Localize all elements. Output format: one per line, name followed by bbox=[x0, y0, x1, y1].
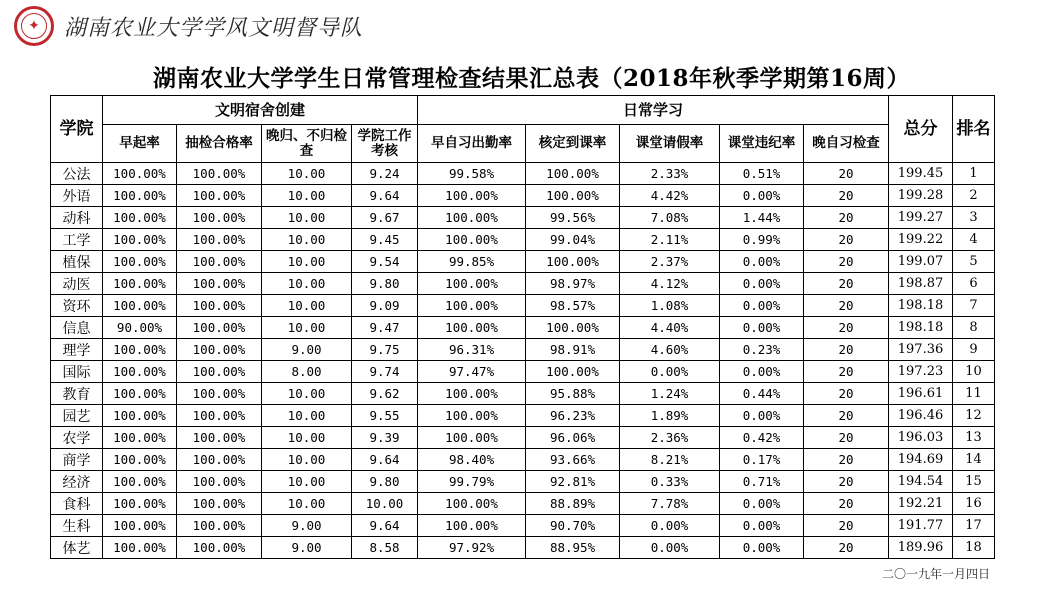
morning-attendance-cell: 100.00% bbox=[418, 273, 526, 295]
total-score-cell: 196.03 bbox=[889, 427, 953, 449]
class-leave-cell: 4.60% bbox=[620, 339, 720, 361]
rank-cell: 13 bbox=[953, 427, 995, 449]
class-leave-cell: 0.00% bbox=[620, 361, 720, 383]
class-leave-cell: 1.89% bbox=[620, 405, 720, 427]
class-discipline-cell: 0.00% bbox=[720, 361, 804, 383]
college-name: 信息 bbox=[51, 317, 103, 339]
college-name: 体艺 bbox=[51, 537, 103, 559]
early-rise-cell: 100.00% bbox=[103, 295, 177, 317]
late-return-cell: 10.00 bbox=[262, 251, 352, 273]
class-discipline-cell: 0.99% bbox=[720, 229, 804, 251]
early-rise-cell: 100.00% bbox=[103, 515, 177, 537]
college-assess-cell: 9.75 bbox=[352, 339, 418, 361]
college-assess-cell: 9.80 bbox=[352, 273, 418, 295]
evening-check-cell: 20 bbox=[804, 273, 889, 295]
class-attendance-cell: 88.95% bbox=[526, 537, 620, 559]
class-leave-cell: 1.24% bbox=[620, 383, 720, 405]
college-name: 资环 bbox=[51, 295, 103, 317]
college-assess-cell: 9.39 bbox=[352, 427, 418, 449]
class-leave-cell: 2.33% bbox=[620, 163, 720, 185]
rank-cell: 4 bbox=[953, 229, 995, 251]
table-row bbox=[51, 427, 995, 449]
class-discipline-cell: 0.44% bbox=[720, 383, 804, 405]
college-name: 园艺 bbox=[51, 405, 103, 427]
spot-check-cell: 100.00% bbox=[177, 449, 262, 471]
early-rise-cell: 100.00% bbox=[103, 339, 177, 361]
rank-cell: 8 bbox=[953, 317, 995, 339]
evening-check-cell: 20 bbox=[804, 185, 889, 207]
morning-attendance-cell: 100.00% bbox=[418, 383, 526, 405]
evening-check-cell: 20 bbox=[804, 405, 889, 427]
late-return-cell: 10.00 bbox=[262, 317, 352, 339]
early-rise-cell: 100.00% bbox=[103, 251, 177, 273]
morning-attendance-cell: 97.92% bbox=[418, 537, 526, 559]
table-row bbox=[51, 251, 995, 273]
evening-check-cell: 20 bbox=[804, 515, 889, 537]
class-leave-cell: 1.08% bbox=[620, 295, 720, 317]
early-rise-cell: 100.00% bbox=[103, 449, 177, 471]
rank-cell: 7 bbox=[953, 295, 995, 317]
rank-cell: 18 bbox=[953, 537, 995, 559]
rank-cell: 12 bbox=[953, 405, 995, 427]
morning-attendance-cell: 100.00% bbox=[418, 317, 526, 339]
late-return-cell: 10.00 bbox=[262, 185, 352, 207]
total-score-cell: 194.54 bbox=[889, 471, 953, 493]
header-evening-check: 晚自习检查 bbox=[804, 125, 889, 163]
evening-check-cell: 20 bbox=[804, 383, 889, 405]
rank-cell: 6 bbox=[953, 273, 995, 295]
class-attendance-cell: 88.89% bbox=[526, 493, 620, 515]
spot-check-cell: 100.00% bbox=[177, 515, 262, 537]
table-row bbox=[51, 163, 995, 185]
total-score-cell: 196.46 bbox=[889, 405, 953, 427]
college-assess-cell: 9.55 bbox=[352, 405, 418, 427]
evening-check-cell: 20 bbox=[804, 427, 889, 449]
header-brand bbox=[14, 6, 363, 46]
class-discipline-cell: 0.00% bbox=[720, 295, 804, 317]
class-attendance-cell: 96.06% bbox=[526, 427, 620, 449]
total-score-cell: 199.07 bbox=[889, 251, 953, 273]
table-row bbox=[51, 383, 995, 405]
table-row bbox=[51, 537, 995, 559]
table-row bbox=[51, 493, 995, 515]
early-rise-cell: 90.00% bbox=[103, 317, 177, 339]
college-assess-cell: 9.45 bbox=[352, 229, 418, 251]
early-rise-cell: 100.00% bbox=[103, 361, 177, 383]
class-leave-cell: 0.00% bbox=[620, 515, 720, 537]
total-score-cell: 199.27 bbox=[889, 207, 953, 229]
table-row bbox=[51, 471, 995, 493]
college-assess-cell: 9.47 bbox=[352, 317, 418, 339]
header-late-return: 晚归、不归检查 bbox=[262, 125, 352, 163]
spot-check-cell: 100.00% bbox=[177, 471, 262, 493]
rank-cell: 5 bbox=[953, 251, 995, 273]
morning-attendance-cell: 100.00% bbox=[418, 185, 526, 207]
class-leave-cell: 4.42% bbox=[620, 185, 720, 207]
spot-check-cell: 100.00% bbox=[177, 273, 262, 295]
college-assess-cell: 9.74 bbox=[352, 361, 418, 383]
early-rise-cell: 100.00% bbox=[103, 427, 177, 449]
early-rise-cell: 100.00% bbox=[103, 405, 177, 427]
morning-attendance-cell: 96.31% bbox=[418, 339, 526, 361]
header-class-leave: 课堂请假率 bbox=[620, 125, 720, 163]
spot-check-cell: 100.00% bbox=[177, 207, 262, 229]
college-name: 理学 bbox=[51, 339, 103, 361]
morning-attendance-cell: 100.00% bbox=[418, 493, 526, 515]
table-row bbox=[51, 449, 995, 471]
total-score-cell: 197.36 bbox=[889, 339, 953, 361]
page-title: 湖南农业大学学生日常管理检查结果汇总表（2018年秋季学期第16周） bbox=[152, 65, 911, 92]
class-discipline-cell: 0.00% bbox=[720, 493, 804, 515]
late-return-cell: 10.00 bbox=[262, 471, 352, 493]
college-name: 国际 bbox=[51, 361, 103, 383]
evening-check-cell: 20 bbox=[804, 317, 889, 339]
rank-cell: 10 bbox=[953, 361, 995, 383]
header-morning-attendance: 早自习出勤率 bbox=[418, 125, 526, 163]
late-return-cell: 10.00 bbox=[262, 449, 352, 471]
class-leave-cell: 7.08% bbox=[620, 207, 720, 229]
morning-attendance-cell: 99.85% bbox=[418, 251, 526, 273]
college-name: 动医 bbox=[51, 273, 103, 295]
evening-check-cell: 20 bbox=[804, 493, 889, 515]
class-attendance-cell: 93.66% bbox=[526, 449, 620, 471]
rank-cell: 11 bbox=[953, 383, 995, 405]
table-row bbox=[51, 229, 995, 251]
late-return-cell: 10.00 bbox=[262, 273, 352, 295]
late-return-cell: 8.00 bbox=[262, 361, 352, 383]
total-score-cell: 189.96 bbox=[889, 537, 953, 559]
class-attendance-cell: 92.81% bbox=[526, 471, 620, 493]
class-leave-cell: 4.40% bbox=[620, 317, 720, 339]
class-leave-cell: 0.33% bbox=[620, 471, 720, 493]
late-return-cell: 10.00 bbox=[262, 229, 352, 251]
rank-cell: 17 bbox=[953, 515, 995, 537]
late-return-cell: 10.00 bbox=[262, 207, 352, 229]
summary-table bbox=[50, 95, 995, 559]
late-return-cell: 10.00 bbox=[262, 295, 352, 317]
spot-check-cell: 100.00% bbox=[177, 251, 262, 273]
table-row bbox=[51, 339, 995, 361]
header-college-assess: 学院工作考核 bbox=[352, 125, 418, 163]
spot-check-cell: 100.00% bbox=[177, 317, 262, 339]
morning-attendance-cell: 99.79% bbox=[418, 471, 526, 493]
evening-check-cell: 20 bbox=[804, 251, 889, 273]
class-discipline-cell: 0.00% bbox=[720, 185, 804, 207]
class-discipline-cell: 0.71% bbox=[720, 471, 804, 493]
early-rise-cell: 100.00% bbox=[103, 537, 177, 559]
college-assess-cell: 9.64 bbox=[352, 185, 418, 207]
early-rise-cell: 100.00% bbox=[103, 185, 177, 207]
class-leave-cell: 2.11% bbox=[620, 229, 720, 251]
college-assess-cell: 9.09 bbox=[352, 295, 418, 317]
class-attendance-cell: 98.57% bbox=[526, 295, 620, 317]
university-logo-icon bbox=[14, 6, 54, 46]
class-discipline-cell: 0.17% bbox=[720, 449, 804, 471]
class-leave-cell: 2.36% bbox=[620, 427, 720, 449]
college-assess-cell: 8.58 bbox=[352, 537, 418, 559]
evening-check-cell: 20 bbox=[804, 471, 889, 493]
table-body bbox=[51, 163, 995, 559]
class-discipline-cell: 0.00% bbox=[720, 317, 804, 339]
class-discipline-cell: 0.00% bbox=[720, 273, 804, 295]
college-assess-cell: 9.64 bbox=[352, 449, 418, 471]
evening-check-cell: 20 bbox=[804, 295, 889, 317]
spot-check-cell: 100.00% bbox=[177, 163, 262, 185]
class-attendance-cell: 95.88% bbox=[526, 383, 620, 405]
class-attendance-cell: 98.91% bbox=[526, 339, 620, 361]
late-return-cell: 10.00 bbox=[262, 405, 352, 427]
class-attendance-cell: 100.00% bbox=[526, 251, 620, 273]
early-rise-cell: 100.00% bbox=[103, 493, 177, 515]
late-return-cell: 10.00 bbox=[262, 163, 352, 185]
class-leave-cell: 4.12% bbox=[620, 273, 720, 295]
spot-check-cell: 100.00% bbox=[177, 537, 262, 559]
college-name: 食科 bbox=[51, 493, 103, 515]
class-discipline-cell: 0.00% bbox=[720, 537, 804, 559]
morning-attendance-cell: 100.00% bbox=[418, 427, 526, 449]
total-score-cell: 199.45 bbox=[889, 163, 953, 185]
total-score-cell: 194.69 bbox=[889, 449, 953, 471]
table-row bbox=[51, 317, 995, 339]
total-score-cell: 191.77 bbox=[889, 515, 953, 537]
early-rise-cell: 100.00% bbox=[103, 383, 177, 405]
morning-attendance-cell: 100.00% bbox=[418, 295, 526, 317]
morning-attendance-cell: 100.00% bbox=[418, 405, 526, 427]
late-return-cell: 10.00 bbox=[262, 383, 352, 405]
class-attendance-cell: 99.04% bbox=[526, 229, 620, 251]
rank-cell: 3 bbox=[953, 207, 995, 229]
header-class-discipline: 课堂违纪率 bbox=[720, 125, 804, 163]
header-total: 总分 bbox=[889, 96, 953, 163]
table-row bbox=[51, 515, 995, 537]
table-row bbox=[51, 295, 995, 317]
table-row bbox=[51, 405, 995, 427]
class-leave-cell: 7.78% bbox=[620, 493, 720, 515]
evening-check-cell: 20 bbox=[804, 449, 889, 471]
college-name: 公法 bbox=[51, 163, 103, 185]
spot-check-cell: 100.00% bbox=[177, 295, 262, 317]
spot-check-cell: 100.00% bbox=[177, 427, 262, 449]
college-assess-cell: 10.00 bbox=[352, 493, 418, 515]
table-row bbox=[51, 361, 995, 383]
total-score-cell: 198.18 bbox=[889, 317, 953, 339]
college-name: 商学 bbox=[51, 449, 103, 471]
class-discipline-cell: 0.23% bbox=[720, 339, 804, 361]
morning-attendance-cell: 99.58% bbox=[418, 163, 526, 185]
evening-check-cell: 20 bbox=[804, 361, 889, 383]
evening-check-cell: 20 bbox=[804, 339, 889, 361]
total-score-cell: 199.22 bbox=[889, 229, 953, 251]
evening-check-cell: 20 bbox=[804, 207, 889, 229]
class-attendance-cell: 100.00% bbox=[526, 163, 620, 185]
class-discipline-cell: 0.00% bbox=[720, 405, 804, 427]
college-name: 教育 bbox=[51, 383, 103, 405]
spot-check-cell: 100.00% bbox=[177, 493, 262, 515]
class-attendance-cell: 96.23% bbox=[526, 405, 620, 427]
table-row bbox=[51, 207, 995, 229]
class-discipline-cell: 0.51% bbox=[720, 163, 804, 185]
spot-check-cell: 100.00% bbox=[177, 383, 262, 405]
late-return-cell: 9.00 bbox=[262, 339, 352, 361]
header-class-attendance: 核定到课率 bbox=[526, 125, 620, 163]
rank-cell: 1 bbox=[953, 163, 995, 185]
spot-check-cell: 100.00% bbox=[177, 361, 262, 383]
class-leave-cell: 8.21% bbox=[620, 449, 720, 471]
college-assess-cell: 9.80 bbox=[352, 471, 418, 493]
class-attendance-cell: 100.00% bbox=[526, 317, 620, 339]
early-rise-cell: 100.00% bbox=[103, 163, 177, 185]
logo-glyph: ✦ bbox=[28, 18, 40, 34]
total-score-cell: 192.21 bbox=[889, 493, 953, 515]
college-name: 工学 bbox=[51, 229, 103, 251]
evening-check-cell: 20 bbox=[804, 229, 889, 251]
college-name: 农学 bbox=[51, 427, 103, 449]
table-row bbox=[51, 185, 995, 207]
header-rank: 排名 bbox=[953, 96, 995, 163]
rank-cell: 2 bbox=[953, 185, 995, 207]
spot-check-cell: 100.00% bbox=[177, 339, 262, 361]
report-date: 二〇一九年一月四日 bbox=[881, 567, 990, 581]
class-attendance-cell: 100.00% bbox=[526, 361, 620, 383]
header-group-study: 日常学习 bbox=[418, 96, 889, 125]
morning-attendance-cell: 100.00% bbox=[418, 515, 526, 537]
spot-check-cell: 100.00% bbox=[177, 185, 262, 207]
class-discipline-cell: 0.00% bbox=[720, 515, 804, 537]
total-score-cell: 198.87 bbox=[889, 273, 953, 295]
late-return-cell: 10.00 bbox=[262, 427, 352, 449]
header-group-dorm: 文明宿舍创建 bbox=[103, 96, 418, 125]
late-return-cell: 9.00 bbox=[262, 515, 352, 537]
total-score-cell: 198.18 bbox=[889, 295, 953, 317]
rank-cell: 14 bbox=[953, 449, 995, 471]
rank-cell: 15 bbox=[953, 471, 995, 493]
early-rise-cell: 100.00% bbox=[103, 273, 177, 295]
morning-attendance-cell: 97.47% bbox=[418, 361, 526, 383]
evening-check-cell: 20 bbox=[804, 163, 889, 185]
class-leave-cell: 2.37% bbox=[620, 251, 720, 273]
spot-check-cell: 100.00% bbox=[177, 405, 262, 427]
college-name: 植保 bbox=[51, 251, 103, 273]
class-discipline-cell: 1.44% bbox=[720, 207, 804, 229]
total-score-cell: 197.23 bbox=[889, 361, 953, 383]
table-row bbox=[51, 273, 995, 295]
rank-cell: 9 bbox=[953, 339, 995, 361]
morning-attendance-cell: 100.00% bbox=[418, 229, 526, 251]
college-assess-cell: 9.64 bbox=[352, 515, 418, 537]
evening-check-cell: 20 bbox=[804, 537, 889, 559]
class-discipline-cell: 0.00% bbox=[720, 251, 804, 273]
morning-attendance-cell: 98.40% bbox=[418, 449, 526, 471]
college-assess-cell: 9.67 bbox=[352, 207, 418, 229]
header-early-rise: 早起率 bbox=[103, 125, 177, 163]
college-assess-cell: 9.54 bbox=[352, 251, 418, 273]
class-attendance-cell: 99.56% bbox=[526, 207, 620, 229]
class-attendance-cell: 100.00% bbox=[526, 185, 620, 207]
college-name: 动科 bbox=[51, 207, 103, 229]
college-name: 经济 bbox=[51, 471, 103, 493]
total-score-cell: 199.28 bbox=[889, 185, 953, 207]
class-leave-cell: 0.00% bbox=[620, 537, 720, 559]
class-attendance-cell: 90.70% bbox=[526, 515, 620, 537]
morning-attendance-cell: 100.00% bbox=[418, 207, 526, 229]
total-score-cell: 196.61 bbox=[889, 383, 953, 405]
spot-check-cell: 100.00% bbox=[177, 229, 262, 251]
college-name: 生科 bbox=[51, 515, 103, 537]
college-name: 外语 bbox=[51, 185, 103, 207]
college-assess-cell: 9.62 bbox=[352, 383, 418, 405]
late-return-cell: 10.00 bbox=[262, 493, 352, 515]
early-rise-cell: 100.00% bbox=[103, 207, 177, 229]
header-spot-check: 抽检合格率 bbox=[177, 125, 262, 163]
class-attendance-cell: 98.97% bbox=[526, 273, 620, 295]
early-rise-cell: 100.00% bbox=[103, 229, 177, 251]
late-return-cell: 9.00 bbox=[262, 537, 352, 559]
header-college: 学院 bbox=[51, 96, 103, 163]
early-rise-cell: 100.00% bbox=[103, 471, 177, 493]
college-assess-cell: 9.24 bbox=[352, 163, 418, 185]
class-discipline-cell: 0.42% bbox=[720, 427, 804, 449]
org-name: 湖南农业大学学风文明督导队 bbox=[64, 15, 364, 41]
rank-cell: 16 bbox=[953, 493, 995, 515]
